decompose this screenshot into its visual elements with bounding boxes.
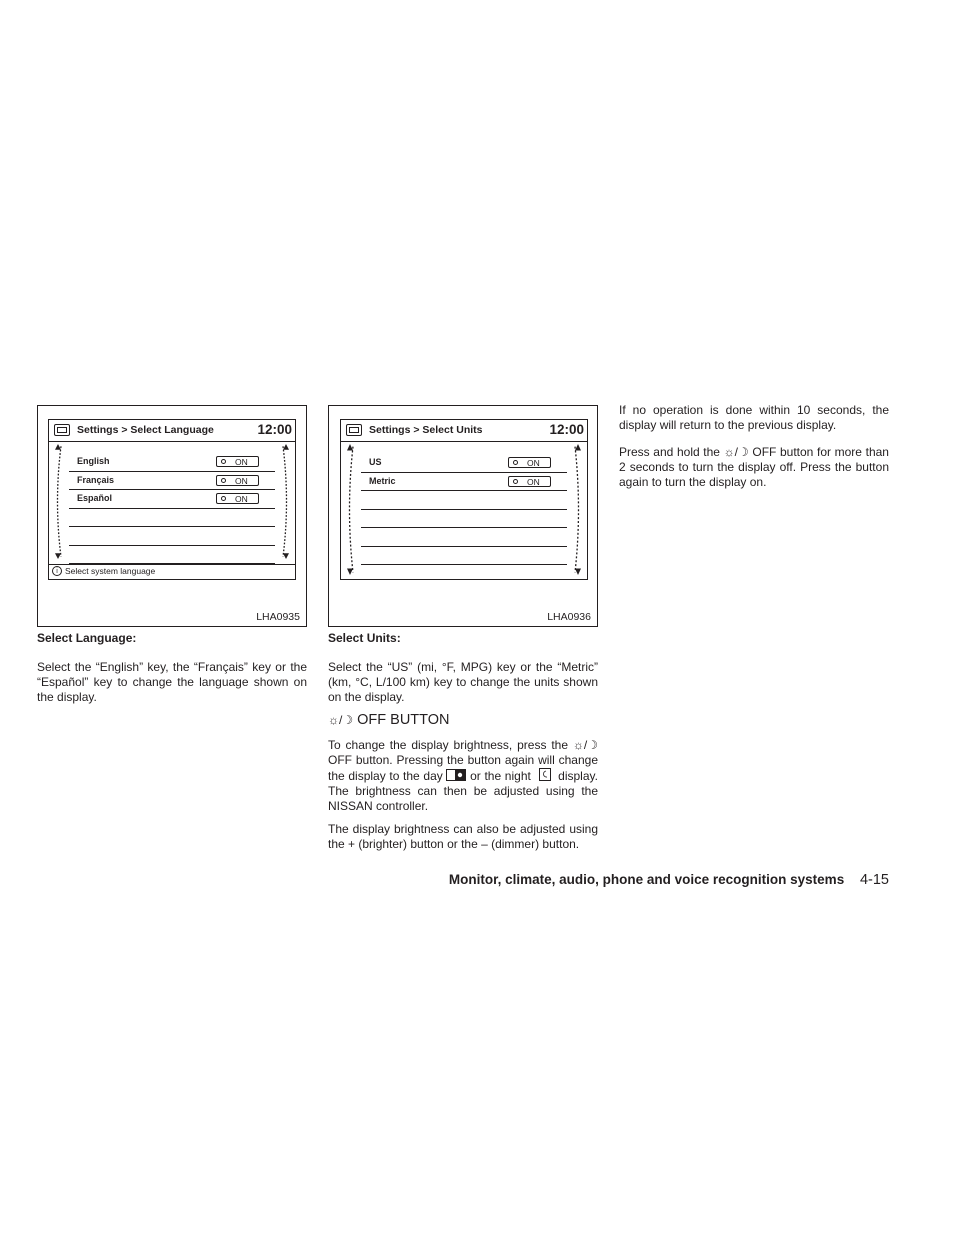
option-list bbox=[69, 453, 275, 564]
empty-row bbox=[361, 547, 567, 566]
radio-dot-icon bbox=[513, 460, 518, 465]
text-run: To change the display brightness, press the bbox=[328, 738, 569, 752]
screen-header bbox=[49, 420, 295, 442]
select-language-paragraph: Select the “English” key, the “Français” key or the “Español” key to change the language shown on the display. bbox=[37, 660, 307, 704]
on-toggle[interactable] bbox=[216, 456, 259, 467]
option-label: US bbox=[369, 457, 382, 467]
select-units-heading: Select Units: bbox=[328, 631, 401, 645]
text-run: OFF button for more than 2 seconds to turn the display off. Press the button again to turn the display on. bbox=[619, 445, 889, 489]
option-label: Français bbox=[77, 474, 115, 485]
empty-row bbox=[361, 510, 567, 529]
select-language-heading: Select Language: bbox=[37, 631, 137, 645]
radio-dot-icon bbox=[221, 496, 226, 501]
screen-select-units bbox=[340, 419, 588, 580]
timeout-paragraph: If no operation is done within 10 seconds, the display will return to the previous display. bbox=[619, 403, 889, 432]
option-label: English bbox=[77, 456, 110, 466]
press-hold-paragraph bbox=[619, 445, 889, 490]
text-run: display. The brightness can then be adjusted using the NISSAN controller. bbox=[328, 769, 598, 813]
option-list bbox=[361, 454, 567, 565]
radio-dot-icon bbox=[513, 479, 518, 484]
screen-clock: 12:00 bbox=[549, 422, 584, 437]
select-units-paragraph: Select the “US” (mi, °F, MPG) key or the “Metric” (km, °C, L/100 km) key to change the units shown on the display. bbox=[328, 660, 598, 704]
text-run: or the night bbox=[470, 769, 531, 783]
middle-column bbox=[328, 631, 598, 860]
toggle-label: ON bbox=[527, 458, 540, 468]
empty-row bbox=[69, 509, 275, 528]
toggle-label: ON bbox=[235, 494, 248, 504]
option-row-espanol[interactable] bbox=[69, 490, 275, 509]
option-label: Metric bbox=[369, 475, 396, 486]
figure-code: LHA0936 bbox=[547, 611, 591, 623]
text-run: OFF button. Pressing the button again will change the display to the day bbox=[328, 753, 598, 783]
right-column bbox=[619, 403, 889, 498]
day-night-icon: ☼/☽ bbox=[572, 738, 598, 752]
on-toggle[interactable] bbox=[216, 493, 259, 504]
left-column bbox=[37, 631, 307, 713]
empty-row bbox=[69, 546, 275, 565]
screen-clock: 12:00 bbox=[257, 422, 292, 437]
screen-header bbox=[341, 420, 587, 442]
day-display-icon bbox=[446, 769, 466, 781]
radio-dot-icon bbox=[221, 478, 226, 483]
option-label: Español bbox=[77, 493, 113, 503]
menu-icon bbox=[346, 424, 362, 436]
radio-dot-icon bbox=[221, 459, 226, 464]
option-row-metric[interactable] bbox=[361, 473, 567, 492]
day-night-icon: ☼/☽ bbox=[328, 713, 354, 727]
page-number: 4-15 bbox=[859, 872, 889, 888]
screen-select-language bbox=[48, 419, 296, 580]
brightness-paragraph bbox=[328, 738, 598, 814]
figure-code: LHA0935 bbox=[256, 611, 300, 623]
off-button-title: OFF BUTTON bbox=[357, 712, 450, 728]
menu-icon bbox=[54, 424, 70, 436]
scroll-rail-right bbox=[572, 444, 584, 575]
dimmer-paragraph: The display brightness can also be adjusted using the + (brighter) button or the – (dimmer) button. bbox=[328, 822, 598, 851]
empty-row bbox=[361, 491, 567, 510]
footer-title: Monitor, climate, audio, phone and voice recognition systems bbox=[448, 872, 845, 887]
night-display-icon bbox=[539, 768, 551, 781]
toggle-label: ON bbox=[235, 457, 248, 467]
toggle-label: ON bbox=[527, 476, 540, 487]
info-icon: i bbox=[52, 566, 62, 576]
scroll-rail-right bbox=[280, 444, 292, 559]
scroll-rail-left bbox=[52, 444, 64, 559]
on-toggle[interactable] bbox=[216, 475, 259, 486]
status-bar bbox=[49, 564, 295, 579]
page-footer bbox=[449, 872, 889, 888]
off-button-heading bbox=[328, 713, 598, 728]
screen-title: Settings > Select Language bbox=[77, 424, 214, 436]
option-row-us[interactable] bbox=[361, 454, 567, 473]
toggle-label: ON bbox=[235, 475, 248, 486]
screen-title: Settings > Select Units bbox=[369, 424, 483, 436]
day-night-icon: ☼/☽ bbox=[723, 445, 749, 459]
scroll-rail-left bbox=[344, 444, 356, 575]
figure-select-language bbox=[37, 405, 307, 627]
figure-select-units bbox=[328, 405, 598, 627]
on-toggle[interactable] bbox=[508, 457, 551, 468]
status-text: Select system language bbox=[65, 566, 156, 576]
option-row-francais[interactable] bbox=[69, 472, 275, 491]
on-toggle[interactable] bbox=[508, 476, 551, 487]
empty-row bbox=[361, 528, 567, 547]
text-run: Press and hold the bbox=[619, 445, 720, 459]
empty-row bbox=[69, 527, 275, 546]
option-row-english[interactable] bbox=[69, 453, 275, 472]
